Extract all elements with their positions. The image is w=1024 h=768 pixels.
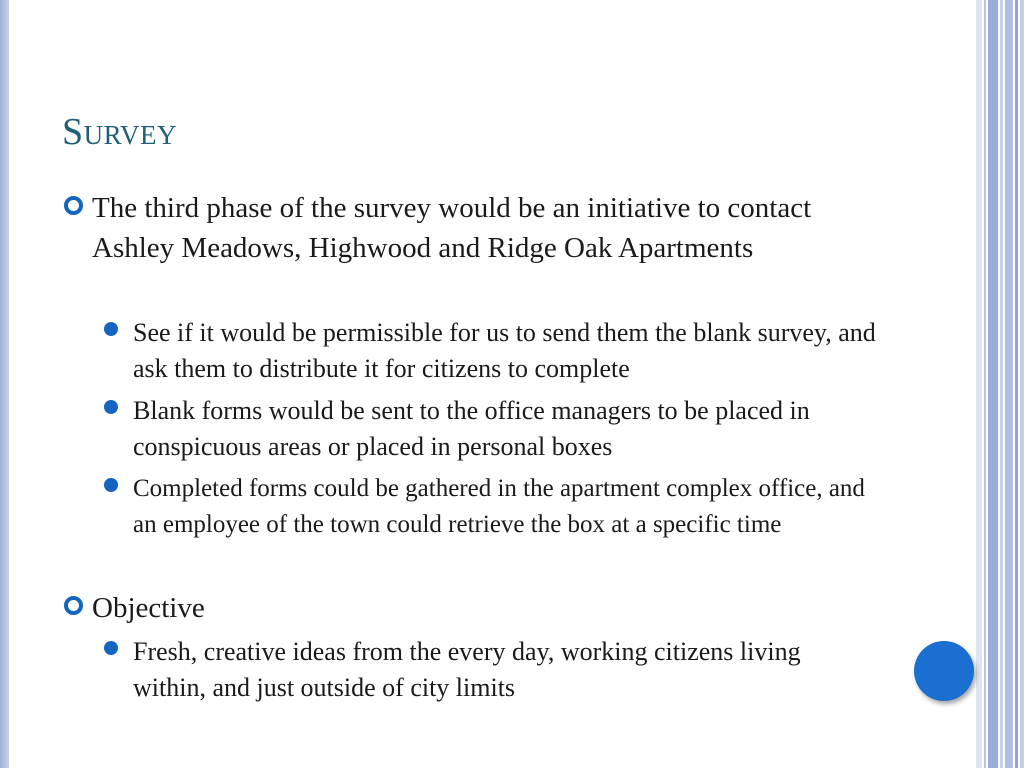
dot-bullet-icon: [104, 641, 118, 655]
dot-bullet-icon: [104, 322, 118, 336]
stripe: [1005, 0, 1013, 768]
sub-bullet-item: See if it would be permissible for us to send them the blank survey, and ask them to distribute it for citizens to complete: [133, 318, 876, 383]
right-decorative-stripes: [976, 0, 1024, 768]
sub-bullet-item: Blank forms would be sent to the office managers to be placed in conspicuous areas or placed in personal boxes: [133, 396, 810, 461]
ring-bullet-icon: [64, 596, 83, 615]
stripe: [1015, 0, 1018, 768]
bullet-item: Objective: [92, 592, 205, 624]
stripe: [976, 0, 982, 768]
sub-bullet-item: Completed forms could be gathered in the apartment complex office, and an employee of the town could retrieve the box at a specific time: [133, 475, 865, 538]
ring-bullet-icon: [64, 196, 83, 215]
bullet-item: The third phase of the survey would be an initiative to contact Ashley Meadows, Highwood and Ridge Oak Apartments: [92, 192, 812, 264]
stripe: [988, 0, 998, 768]
circle-decoration: [914, 641, 974, 701]
left-decorative-bar: [0, 0, 9, 768]
stripe: [1000, 0, 1003, 768]
stripe: [984, 0, 986, 768]
dot-bullet-icon: [104, 478, 118, 492]
dot-bullet-icon: [104, 400, 118, 414]
sub-bullet-item: Fresh, creative ideas from the every day, working citizens living within, and just outside of city limits: [133, 637, 801, 702]
slide-title: Survey: [62, 111, 177, 153]
stripe: [1020, 0, 1024, 768]
